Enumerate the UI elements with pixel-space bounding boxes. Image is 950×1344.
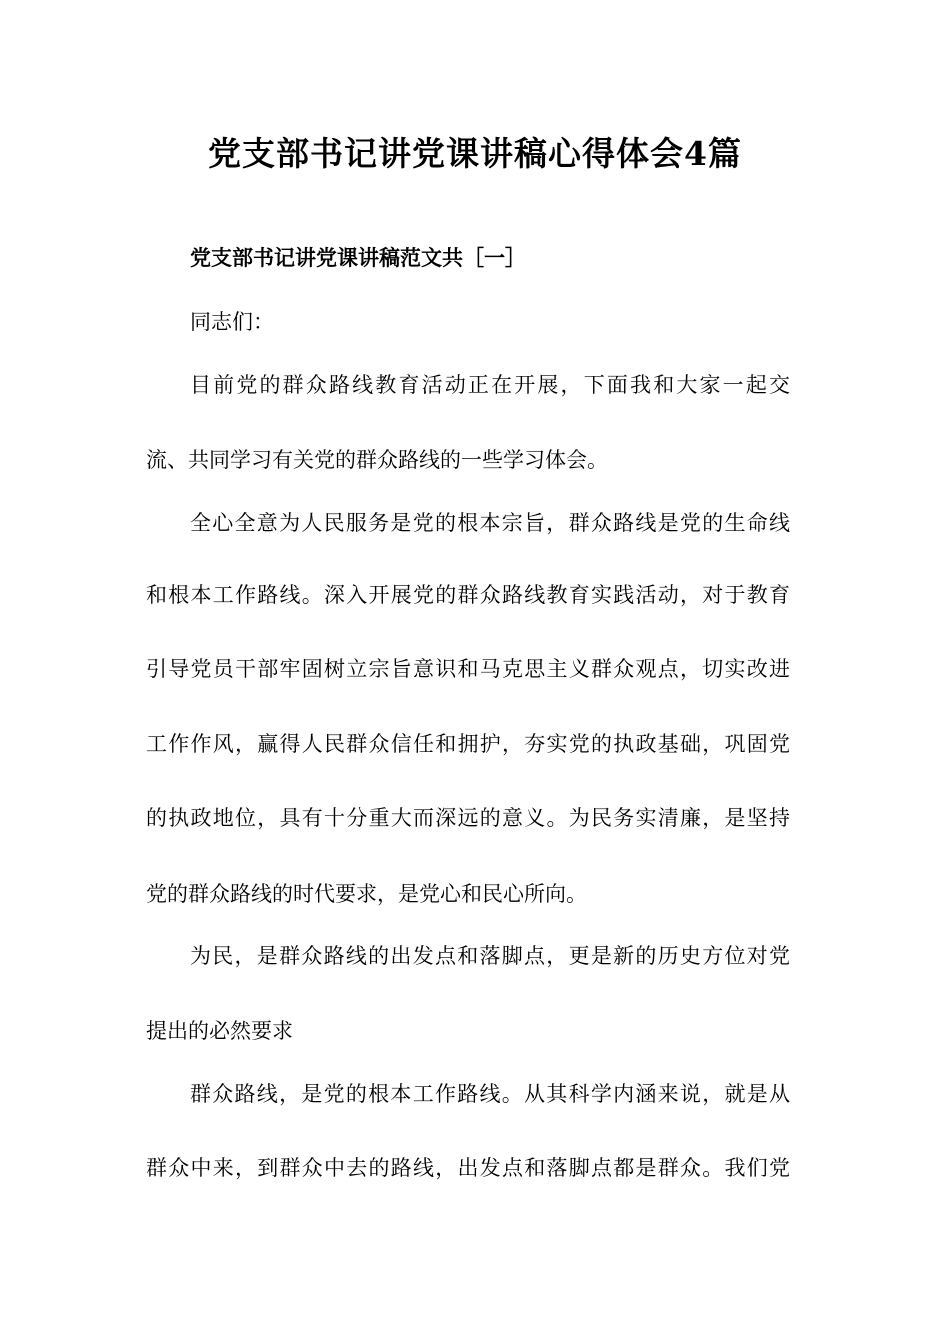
paragraph-line: 全心全意为人民服务是党的根本宗旨，群众路线是党的生命线	[190, 511, 790, 535]
paragraph-line: 群众路线，是党的根本工作路线。从其科学内涵来说，就是从	[190, 1082, 790, 1106]
paragraph-line: 流、共同学习有关党的群众路线的一些学习体会。	[146, 448, 608, 472]
paragraph-line: 的执政地位，具有十分重大而深远的意义。为民务实清廉，是坚持	[146, 806, 790, 830]
document-title: 党支部书记讲党课讲稿心得体会4篇	[208, 134, 742, 173]
paragraph-line: 和根本工作路线。深入开展党的群众路线教育实践活动，对于教育	[146, 583, 790, 607]
paragraph-line: 引导党员干部牢固树立宗旨意识和马克思主义群众观点，切实改进	[146, 657, 790, 681]
paragraph-line: 群众中来，到群众中去的路线，出发点和落脚点都是群众。我们党	[146, 1156, 790, 1180]
paragraph-line: 提出的必然要求	[146, 1019, 293, 1043]
paragraph-line: 为民，是群众路线的出发点和落脚点，更是新的历史方位对党	[190, 944, 790, 968]
section-subheading: 党支部书记讲党课讲稿范文共［一］	[190, 245, 526, 270]
salutation: 同志们：	[190, 310, 274, 334]
paragraph-line: 工作作风，赢得人民群众信任和拥护，夯实党的执政基础，巩固党	[146, 732, 790, 756]
paragraph-line: 目前党的群众路线教育活动正在开展，下面我和大家一起交	[190, 373, 790, 397]
paragraph-line: 党的群众路线的时代要求，是党心和民心所向。	[146, 882, 587, 906]
